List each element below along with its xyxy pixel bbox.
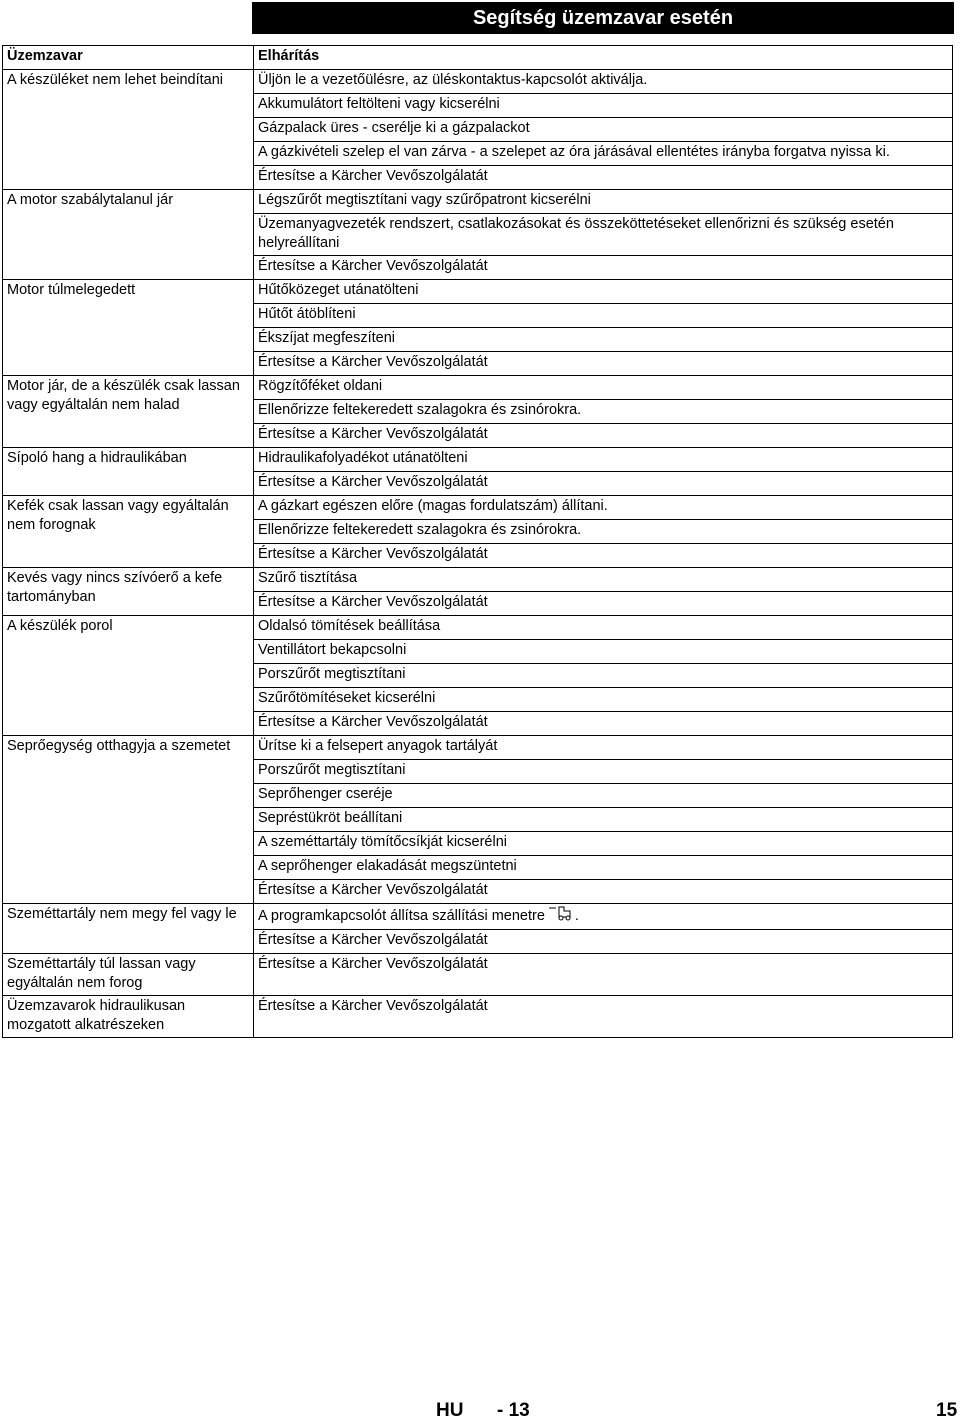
table-row: [3, 904, 953, 930]
remedy-cell: Oldalsó tömítések beállítása: [254, 616, 953, 640]
fault-cell: Kefék csak lassan vagy egyáltalán nem forognak: [3, 496, 254, 568]
remedy-cell: Ékszíjat megfeszíteni: [254, 328, 953, 352]
remedy-cell: Értesítse a Kärcher Vevőszolgálatát: [254, 954, 953, 996]
remedy-cell: A seprőhenger elakadását megszüntetni: [254, 856, 953, 880]
remedy-cell: Értesítse a Kärcher Vevőszolgálatát: [254, 544, 953, 568]
table-row: [3, 448, 953, 472]
fault-cell: Szeméttartály túl lassan vagy egyáltalán nem forog: [3, 954, 254, 996]
footer-language: HU: [436, 1400, 464, 1421]
remedy-cell: Üzemanyagvezeték rendszert, csatlakozásokat és összeköttetéseket ellenőrizni és szükség esetén helyreállítani: [254, 214, 953, 256]
remedy-cell: Szűrőtömítéseket kicserélni: [254, 688, 953, 712]
remedy-cell: Seprőhenger cseréje: [254, 784, 953, 808]
fault-cell: Kevés vagy nincs szívóerő a kefe tartományban: [3, 568, 254, 616]
column-header-remedy: Elhárítás: [254, 46, 953, 70]
page-title-text: Segítség üzemzavar esetén: [472, 6, 734, 29]
table-row: [3, 736, 953, 760]
fault-cell: Szeméttartály nem megy fel vagy le: [3, 904, 254, 954]
remedy-cell: Hűtőt átöblíteni: [254, 304, 953, 328]
remedy-cell: Értesítse a Kärcher Vevőszolgálatát: [254, 880, 953, 904]
remedy-cell: Értesítse a Kärcher Vevőszolgálatát: [254, 166, 953, 190]
remedy-cell: Értesítse a Kärcher Vevőszolgálatát: [254, 930, 953, 954]
remedy-cell: Ventillátort bekapcsolni: [254, 640, 953, 664]
remedy-cell: Értesítse a Kärcher Vevőszolgálatát: [254, 424, 953, 448]
remedy-cell: Értesítse a Kärcher Vevőszolgálatát: [254, 256, 953, 280]
remedy-cell: Hűtőközeget utánatölteni: [254, 280, 953, 304]
remedy-cell: Gázpalack üres - cserélje ki a gázpalackot: [254, 118, 953, 142]
table-row: [3, 954, 953, 996]
remedy-cell: A gázkivételi szelep el van zárva - a szelepet az óra járásával ellentétes irányba forgatva nyissa ki.: [254, 142, 953, 166]
fault-cell: Sípoló hang a hidraulikában: [3, 448, 254, 496]
table-row: [3, 568, 953, 592]
remedy-cell: Értesítse a Kärcher Vevőszolgálatát: [254, 712, 953, 736]
remedy-cell: Szűrő tisztítása: [254, 568, 953, 592]
remedy-cell: Értesítse a Kärcher Vevőszolgálatát: [254, 996, 953, 1038]
remedy-cell: Értesítse a Kärcher Vevőszolgálatát: [254, 472, 953, 496]
table-row: [3, 616, 953, 640]
transport-drive-icon: [547, 905, 575, 927]
fault-cell: Üzemzavarok hidraulikusan mozgatott alkatrészeken: [3, 996, 254, 1038]
remedy-cell: Akkumulátort feltölteni vagy kicserélni: [254, 94, 953, 118]
page-title: [252, 2, 954, 34]
table-row: [3, 996, 953, 1038]
fault-cell: A készüléket nem lehet beindítani: [3, 70, 254, 190]
table-row: [3, 190, 953, 214]
remedy-cell: Porszűrőt megtisztítani: [254, 760, 953, 784]
footer-page-number: - 13: [497, 1400, 530, 1421]
fault-cell: A motor szabálytalanul jár: [3, 190, 254, 280]
remedy-cell: [254, 904, 953, 930]
remedy-cell: Sepréstükröt beállítani: [254, 808, 953, 832]
table-row: [3, 70, 953, 94]
remedy-cell: Értesítse a Kärcher Vevőszolgálatát: [254, 592, 953, 616]
table-row: [3, 376, 953, 400]
table-header-row: [3, 46, 953, 70]
remedy-cell: Értesítse a Kärcher Vevőszolgálatát: [254, 352, 953, 376]
fault-cell: A készülék porol: [3, 616, 254, 736]
remedy-cell: A szeméttartály tömítőcsíkját kicserélni: [254, 832, 953, 856]
remedy-cell: Ellenőrizze feltekeredett szalagokra és zsinórokra.: [254, 520, 953, 544]
remedy-cell: Ellenőrizze feltekeredett szalagokra és zsinórokra.: [254, 400, 953, 424]
troubleshooting-table: [2, 45, 953, 1038]
fault-cell: Seprőegység otthagyja a szemetet: [3, 736, 254, 904]
table-row: [3, 496, 953, 520]
column-header-fault: Üzemzavar: [3, 46, 254, 70]
remedy-cell: Rögzítőféket oldani: [254, 376, 953, 400]
remedy-period: .: [574, 907, 579, 924]
remedy-cell: Porszűrőt megtisztítani: [254, 664, 953, 688]
remedy-cell: Üljön le a vezetőülésre, az üléskontaktus-kapcsolót aktiválja.: [254, 70, 953, 94]
fault-cell: Motor jár, de a készülék csak lassan vagy egyáltalán nem halad: [3, 376, 254, 448]
footer-total-page: 15: [936, 1400, 958, 1421]
fault-cell: Motor túlmelegedett: [3, 280, 254, 376]
remedy-cell: Hidraulikafolyadékot utánatölteni: [254, 448, 953, 472]
remedy-cell: A gázkart egészen előre (magas fordulatszám) állítani.: [254, 496, 953, 520]
remedy-cell: Légszűrőt megtisztítani vagy szűrőpatront kicserélni: [254, 190, 953, 214]
remedy-cell: Ürítse ki a felsepert anyagok tartályát: [254, 736, 953, 760]
table-row: [3, 280, 953, 304]
table-body: [3, 70, 953, 1038]
remedy-text: A programkapcsolót állítsa szállítási menetre: [258, 907, 545, 924]
